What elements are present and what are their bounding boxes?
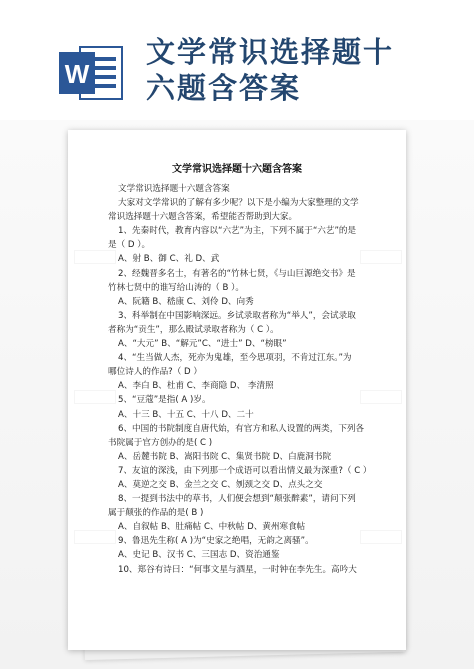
document-line: 是（ D ）。 — [108, 240, 151, 251]
document-line: A、“大元” B、“解元”C、“进士” D、“榜眼” — [118, 339, 287, 350]
document-line: 属于颠张的作品的是( B ) — [108, 508, 204, 519]
watermark-tile — [74, 390, 116, 404]
document-line: 哪位诗人的作品?（ D ） — [108, 367, 202, 378]
document-line: A、射 B、御 C、礼 D、武 — [118, 254, 220, 265]
document-line: 常识选择题十六题含答案，希望能否帮助到大家。 — [108, 212, 298, 223]
document-line: 1、先秦时代，教育内容以“六艺”为主，下列不属于“六艺”的是 — [118, 226, 357, 237]
document-line: A、阮籍 B、嵇康 C、刘伶 D、向秀 — [118, 296, 254, 307]
banner-title — [146, 34, 466, 106]
document-line: 文学常识选择题十六题含答案 — [118, 184, 230, 194]
banner — [0, 0, 474, 120]
watermark-tile — [360, 250, 402, 264]
document-line: 者称为“贡生”，那么殿试录取者称为（ C ）。 — [108, 324, 279, 335]
document-line: 书院属于官方创办的是( C ) — [108, 437, 213, 448]
document-line: 10、郑谷有诗曰：“何事文星与酒星，一时钟在李先生。高吟大 — [118, 564, 357, 575]
document-line: 2、经魏晋多名士，有著名的“竹林七贤，《与山巨源绝交书》是 — [118, 268, 356, 279]
watermark-tile — [74, 530, 116, 544]
watermark-tile — [360, 530, 402, 544]
banner-title-line-1: 文学常识选择题十 — [146, 35, 395, 69]
document-line: A、十三 B、十五 C、十八 D、二十 — [118, 409, 254, 420]
document-line: A、莫逆之交 B、金兰之交 C、刎颈之交 D、点头之交 — [118, 479, 323, 490]
document-line: 大家对文学常识的了解有多少呢？以下是小编为大家整理的文学 — [118, 198, 359, 209]
document-title: 文学常识选择题十六题含答案 — [172, 164, 302, 175]
document-line: A、史记 B、汉书 C、三国志 D、资治通鉴 — [118, 550, 280, 561]
document-line: 3、科举制在中国影响深远。乡试录取者称为“举人”，会试录取 — [118, 310, 356, 321]
svg-text:W: W — [64, 59, 90, 89]
document-line: A、自叙帖 B、肚痛帖 C、中秋帖 D、黄州寒食帖 — [118, 522, 306, 533]
document-line: 竹林七贤中的谁写给山涛的（ B ）。 — [108, 282, 244, 293]
document-line: 5、“豆蔻”是指( A )岁。 — [118, 395, 211, 406]
banner-title-line-2: 六题含答案 — [146, 71, 302, 105]
document-body — [108, 182, 376, 577]
document-line: 7、友谊的深浅，由下列那一个成语可以看出情义最为深重?（ C ） — [118, 465, 372, 476]
document-line: A、岳麓书院 B、嵩阳书院 C、集贤书院 D、白鹿洞书院 — [118, 451, 332, 462]
document-line: 8、一提到书法中的草书，人们便会想到“颠张醉素”，请问下列 — [118, 494, 356, 505]
document-line: 6、中国的书院制度自唐代始，有官方和私人设置的两类，下列各 — [118, 423, 365, 434]
word-document-icon — [58, 44, 124, 102]
document-line: 4、“生当做人杰，死亦为鬼雄，至今思项羽，不肯过江东。”为 — [118, 353, 352, 364]
document-line: 9、鲁迅先生称( A )为“史家之绝唱，无韵之离骚”。 — [118, 536, 314, 547]
watermark-tile — [360, 390, 402, 404]
document-page — [68, 130, 406, 650]
document-line: A、李白 B、杜甫 C、李商隐 D、 李清照 — [118, 381, 274, 392]
watermark-tile — [74, 250, 116, 264]
